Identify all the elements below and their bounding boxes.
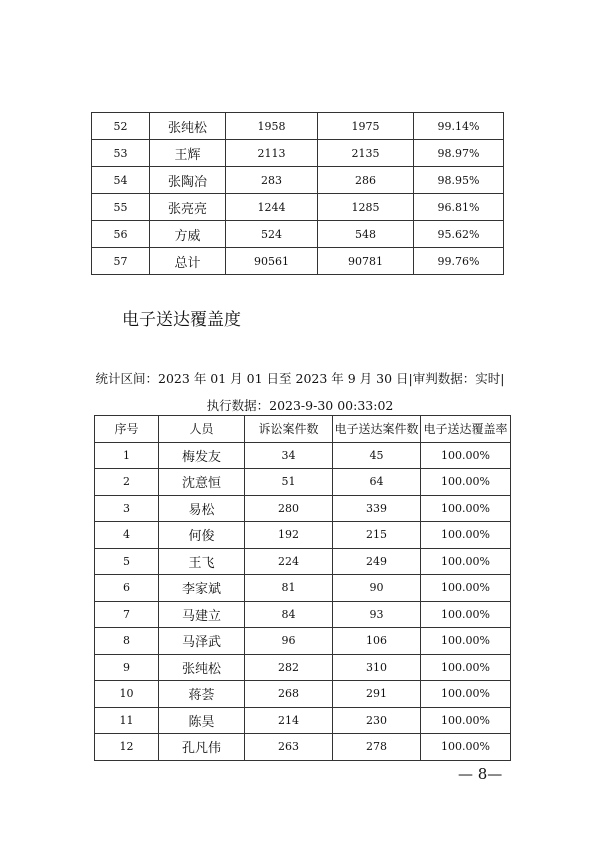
cell-e_cases: 45 (333, 442, 421, 469)
cell-rate: 100.00% (421, 681, 511, 708)
statistics-period-text: 统计区间：2023 年 01 月 01 日至 2023 年 9 月 30 日|审判数据：实时| (95, 371, 505, 386)
cell-cases: 268 (245, 681, 333, 708)
cell-name: 李家斌 (159, 575, 245, 602)
cell-name: 王辉 (150, 140, 226, 167)
cell-cases: 51 (245, 469, 333, 496)
cell-cases: 224 (245, 548, 333, 575)
cell-index: 5 (95, 548, 159, 575)
table-row (95, 601, 511, 628)
cell-col4: 90781 (318, 248, 414, 275)
cell-cases: 214 (245, 707, 333, 734)
cell-e_cases: 93 (333, 601, 421, 628)
cell-index: 55 (92, 194, 150, 221)
header-index: 序号 (95, 416, 159, 443)
cell-col3: 90561 (226, 248, 318, 275)
cell-col4: 286 (318, 167, 414, 194)
cell-index: 4 (95, 522, 159, 549)
cell-cases: 192 (245, 522, 333, 549)
bottom-table-body (95, 442, 511, 760)
cell-rate: 100.00% (421, 601, 511, 628)
cell-rate: 95.62% (414, 221, 504, 248)
cell-rate: 100.00% (421, 469, 511, 496)
cell-rate: 100.00% (421, 522, 511, 549)
table-row (95, 548, 511, 575)
table-row (95, 522, 511, 549)
cell-col4: 548 (318, 221, 414, 248)
cell-name: 张亮亮 (150, 194, 226, 221)
cell-index: 3 (95, 495, 159, 522)
cell-name: 何俊 (159, 522, 245, 549)
cell-name: 沈意恒 (159, 469, 245, 496)
cell-name: 易松 (159, 495, 245, 522)
cell-cases: 96 (245, 628, 333, 655)
cell-col3: 1958 (226, 113, 318, 140)
cell-col4: 2135 (318, 140, 414, 167)
cell-name: 张陶冶 (150, 167, 226, 194)
cell-rate: 100.00% (421, 628, 511, 655)
cell-e_cases: 291 (333, 681, 421, 708)
cell-index: 53 (92, 140, 150, 167)
table-row (95, 442, 511, 469)
cell-index: 2 (95, 469, 159, 496)
cell-index: 11 (95, 707, 159, 734)
table-row (92, 221, 504, 248)
cell-rate: 98.97% (414, 140, 504, 167)
cell-col3: 1244 (226, 194, 318, 221)
page-number: — 8— (458, 765, 503, 783)
cell-e_cases: 215 (333, 522, 421, 549)
cell-name: 方威 (150, 221, 226, 248)
cell-index: 57 (92, 248, 150, 275)
cell-rate: 98.95% (414, 167, 504, 194)
cell-col3: 283 (226, 167, 318, 194)
cell-index: 8 (95, 628, 159, 655)
cell-index: 1 (95, 442, 159, 469)
cell-col3: 524 (226, 221, 318, 248)
cell-index: 52 (92, 113, 150, 140)
table-row (95, 654, 511, 681)
header-e-delivery-rate: 电子送达覆盖率 (421, 416, 511, 443)
table-row (92, 248, 504, 275)
cell-col4: 1285 (318, 194, 414, 221)
cell-name: 王飞 (159, 548, 245, 575)
cell-name: 陈昊 (159, 707, 245, 734)
cell-name: 蒋荟 (159, 681, 245, 708)
table-row (95, 575, 511, 602)
cell-cases: 81 (245, 575, 333, 602)
e-delivery-coverage-table (94, 415, 511, 761)
cell-cases: 263 (245, 734, 333, 761)
cell-name: 马泽武 (159, 628, 245, 655)
cell-index: 6 (95, 575, 159, 602)
cell-e_cases: 230 (333, 707, 421, 734)
cell-col4: 1975 (318, 113, 414, 140)
table-row (92, 140, 504, 167)
table-row (95, 681, 511, 708)
cell-e_cases: 64 (333, 469, 421, 496)
cell-name: 张纯松 (159, 654, 245, 681)
cell-e_cases: 278 (333, 734, 421, 761)
cell-rate: 96.81% (414, 194, 504, 221)
cell-rate: 99.14% (414, 113, 504, 140)
cell-name: 孔凡伟 (159, 734, 245, 761)
cell-rate: 99.76% (414, 248, 504, 275)
cell-rate: 100.00% (421, 654, 511, 681)
header-e-delivery-cases: 电子送达案件数 (333, 416, 421, 443)
cell-index: 56 (92, 221, 150, 248)
cell-rate: 100.00% (421, 707, 511, 734)
top-table-body (92, 113, 504, 275)
cell-col3: 2113 (226, 140, 318, 167)
cell-index: 54 (92, 167, 150, 194)
table-row (92, 194, 504, 221)
cell-rate: 100.00% (421, 495, 511, 522)
cell-name: 马建立 (159, 601, 245, 628)
cell-cases: 34 (245, 442, 333, 469)
table-row (95, 495, 511, 522)
cell-rate: 100.00% (421, 575, 511, 602)
table-row (95, 707, 511, 734)
cell-index: 12 (95, 734, 159, 761)
section-heading: 电子送达覆盖度 (122, 310, 241, 330)
table-row (95, 734, 511, 761)
header-person: 人员 (159, 416, 245, 443)
cell-cases: 282 (245, 654, 333, 681)
table-row (95, 628, 511, 655)
cell-name: 总计 (150, 248, 226, 275)
cell-name: 张纯松 (150, 113, 226, 140)
cell-index: 9 (95, 654, 159, 681)
header-litigation-cases: 诉讼案件数 (245, 416, 333, 443)
cell-name: 梅发友 (159, 442, 245, 469)
table-row (95, 469, 511, 496)
cell-rate: 100.00% (421, 734, 511, 761)
cell-cases: 280 (245, 495, 333, 522)
cell-e_cases: 106 (333, 628, 421, 655)
cell-e_cases: 90 (333, 575, 421, 602)
cell-index: 7 (95, 601, 159, 628)
cell-cases: 84 (245, 601, 333, 628)
table-row (92, 113, 504, 140)
cell-e_cases: 310 (333, 654, 421, 681)
execution-data-text: 执行数据：2023-9-30 00:33:02 (206, 398, 394, 413)
cell-index: 10 (95, 681, 159, 708)
table-header-row (95, 416, 511, 443)
top-statistics-table (91, 112, 504, 275)
cell-e_cases: 249 (333, 548, 421, 575)
cell-rate: 100.00% (421, 548, 511, 575)
cell-rate: 100.00% (421, 442, 511, 469)
cell-e_cases: 339 (333, 495, 421, 522)
table-row (92, 167, 504, 194)
